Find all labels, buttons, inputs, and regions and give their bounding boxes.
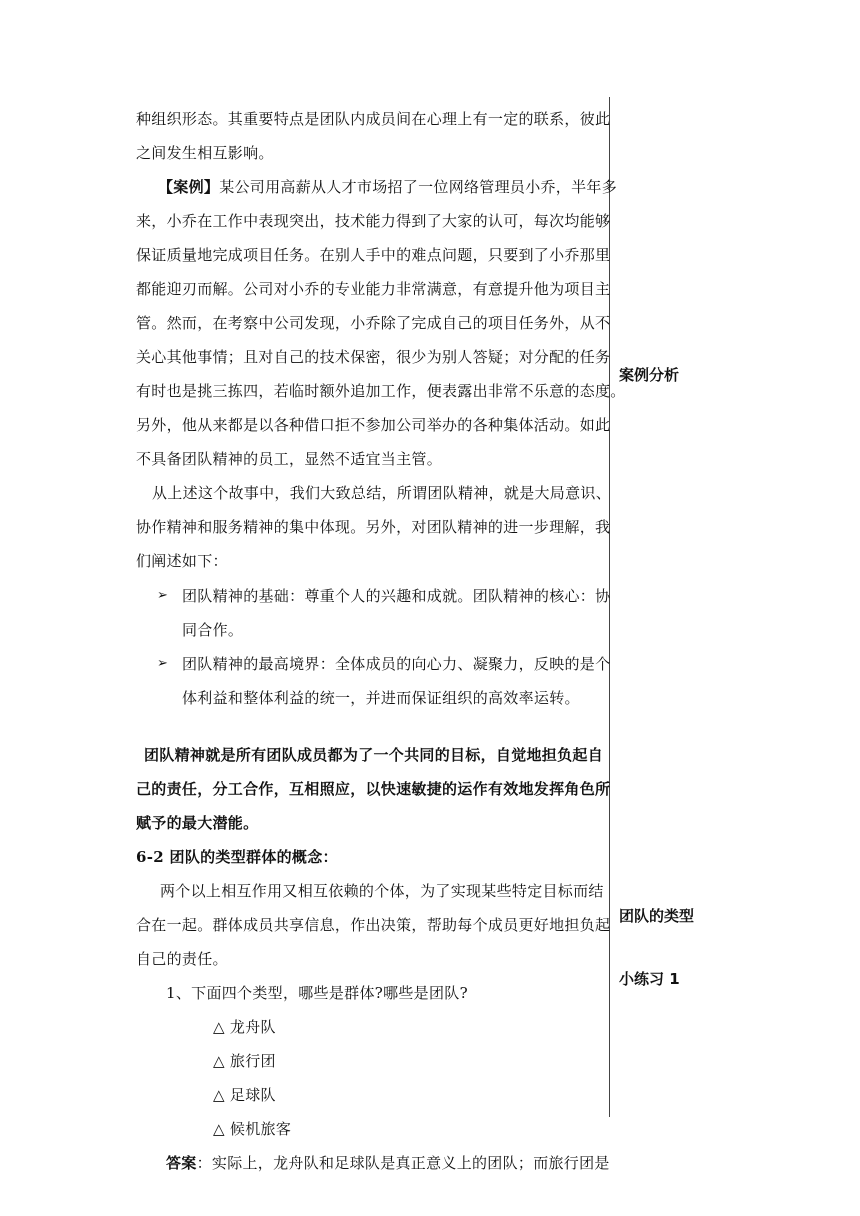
body-text-line: 从上述这个故事中，我们大致总结，所谓团队精神，就是大局意识、 xyxy=(152,484,612,502)
bullet-text-line: 团队精神的最高境界：全体成员的向心力、凝聚力，反映的是个 xyxy=(182,655,611,673)
case-paragraph-first-line xyxy=(158,177,617,197)
answer-label: 答案 xyxy=(166,1154,197,1172)
bullet-arrow-icon: ➢ xyxy=(157,656,168,671)
option-label: 龙舟队 xyxy=(229,1018,276,1036)
body-text-line: 都能迎刃而解。公司对小乔的专业能力非常满意，有意提升他为项目主 xyxy=(136,280,611,298)
definition-line: 己的责任，分工合作，互相照应，以快速敏捷的运作有效地发挥角色所 xyxy=(136,780,611,798)
body-text-line: 们阐述如下： xyxy=(136,552,228,570)
body-text-line: 不具备团队精神的员工，显然不适宜当主管。 xyxy=(136,450,443,468)
body-text-line: 种组织形态。其重要特点是团队内成员间在心理上有一定的联系，彼此 xyxy=(136,110,611,128)
case-label: 【案例】 xyxy=(158,178,220,196)
body-text-line: 保证质量地完成项目任务。在别人手中的难点问题，只要到了小乔那里 xyxy=(136,246,611,264)
bullet-text-line: 体利益和整体利益的统一，并进而保证组织的高效率运转。 xyxy=(182,689,580,707)
body-text-line: 之间发生相互影响。 xyxy=(136,144,274,162)
body-text-line: 有时也是挑三拣四，若临时额外追加工作，便表露出非常不乐意的态度。 xyxy=(136,382,626,400)
side-note-case-analysis: 案例分析 xyxy=(619,366,680,384)
body-text-line: 合在一起。群体成员共享信息，作出决策，帮助每个成员更好地担负起 xyxy=(136,916,611,934)
question-line: 1、下面四个类型，哪些是群体?哪些是团队? xyxy=(166,984,468,1002)
option-item xyxy=(213,1051,276,1071)
body-text-line: 另外，他从来都是以各种借口拒不参加公司举办的各种集体活动。如此 xyxy=(136,416,611,434)
section-heading: 6-2 团队的类型群体的概念： xyxy=(136,848,338,866)
side-note-team-types: 团队的类型 xyxy=(619,907,695,925)
body-text-line: 管。然而，在考察中公司发现，小乔除了完成自己的项目任务外，从不 xyxy=(136,314,611,332)
case-text: 某公司用高薪从人才市场招了一位网络管理员小乔，半年多 xyxy=(219,178,618,196)
option-label: 旅行团 xyxy=(229,1052,276,1070)
option-item xyxy=(213,1017,276,1037)
body-text-line: 协作精神和服务精神的集中体现。另外，对团队精神的进一步理解，我 xyxy=(136,518,611,536)
option-label: 候机旅客 xyxy=(229,1120,292,1138)
option-item xyxy=(213,1119,291,1139)
bullet-text-line: 团队精神的基础：尊重个人的兴趣和成就。团队精神的核心：协 xyxy=(182,587,611,605)
triangle-icon: △ xyxy=(213,1018,225,1036)
triangle-icon: △ xyxy=(213,1052,225,1070)
bullet-arrow-icon: ➢ xyxy=(157,588,168,603)
side-note-exercise: 小练习 1 xyxy=(619,970,680,988)
definition-line: 团队精神就是所有团队成员都为了一个共同的目标，自觉地担负起自 xyxy=(144,746,604,764)
option-item xyxy=(213,1085,276,1105)
answer-text: ：实际上，龙舟队和足球队是真正意义上的团队；而旅行团是 xyxy=(196,1154,610,1172)
body-text-line: 自己的责任。 xyxy=(136,950,228,968)
triangle-icon: △ xyxy=(213,1120,225,1138)
definition-line: 赋予的最大潜能。 xyxy=(136,814,259,832)
body-text-line: 两个以上相互作用又相互依赖的个体，为了实现某些特定目标而结 xyxy=(160,882,604,900)
option-label: 足球队 xyxy=(229,1086,276,1104)
triangle-icon: △ xyxy=(213,1086,225,1104)
answer-line xyxy=(166,1153,610,1173)
bullet-text-line: 同合作。 xyxy=(182,621,244,639)
body-text-line: 来，小乔在工作中表现突出，技术能力得到了大家的认可，每次均能够 xyxy=(136,212,611,230)
body-text-line: 关心其他事情；且对自己的技术保密，很少为别人答疑；对分配的任务 xyxy=(136,348,611,366)
